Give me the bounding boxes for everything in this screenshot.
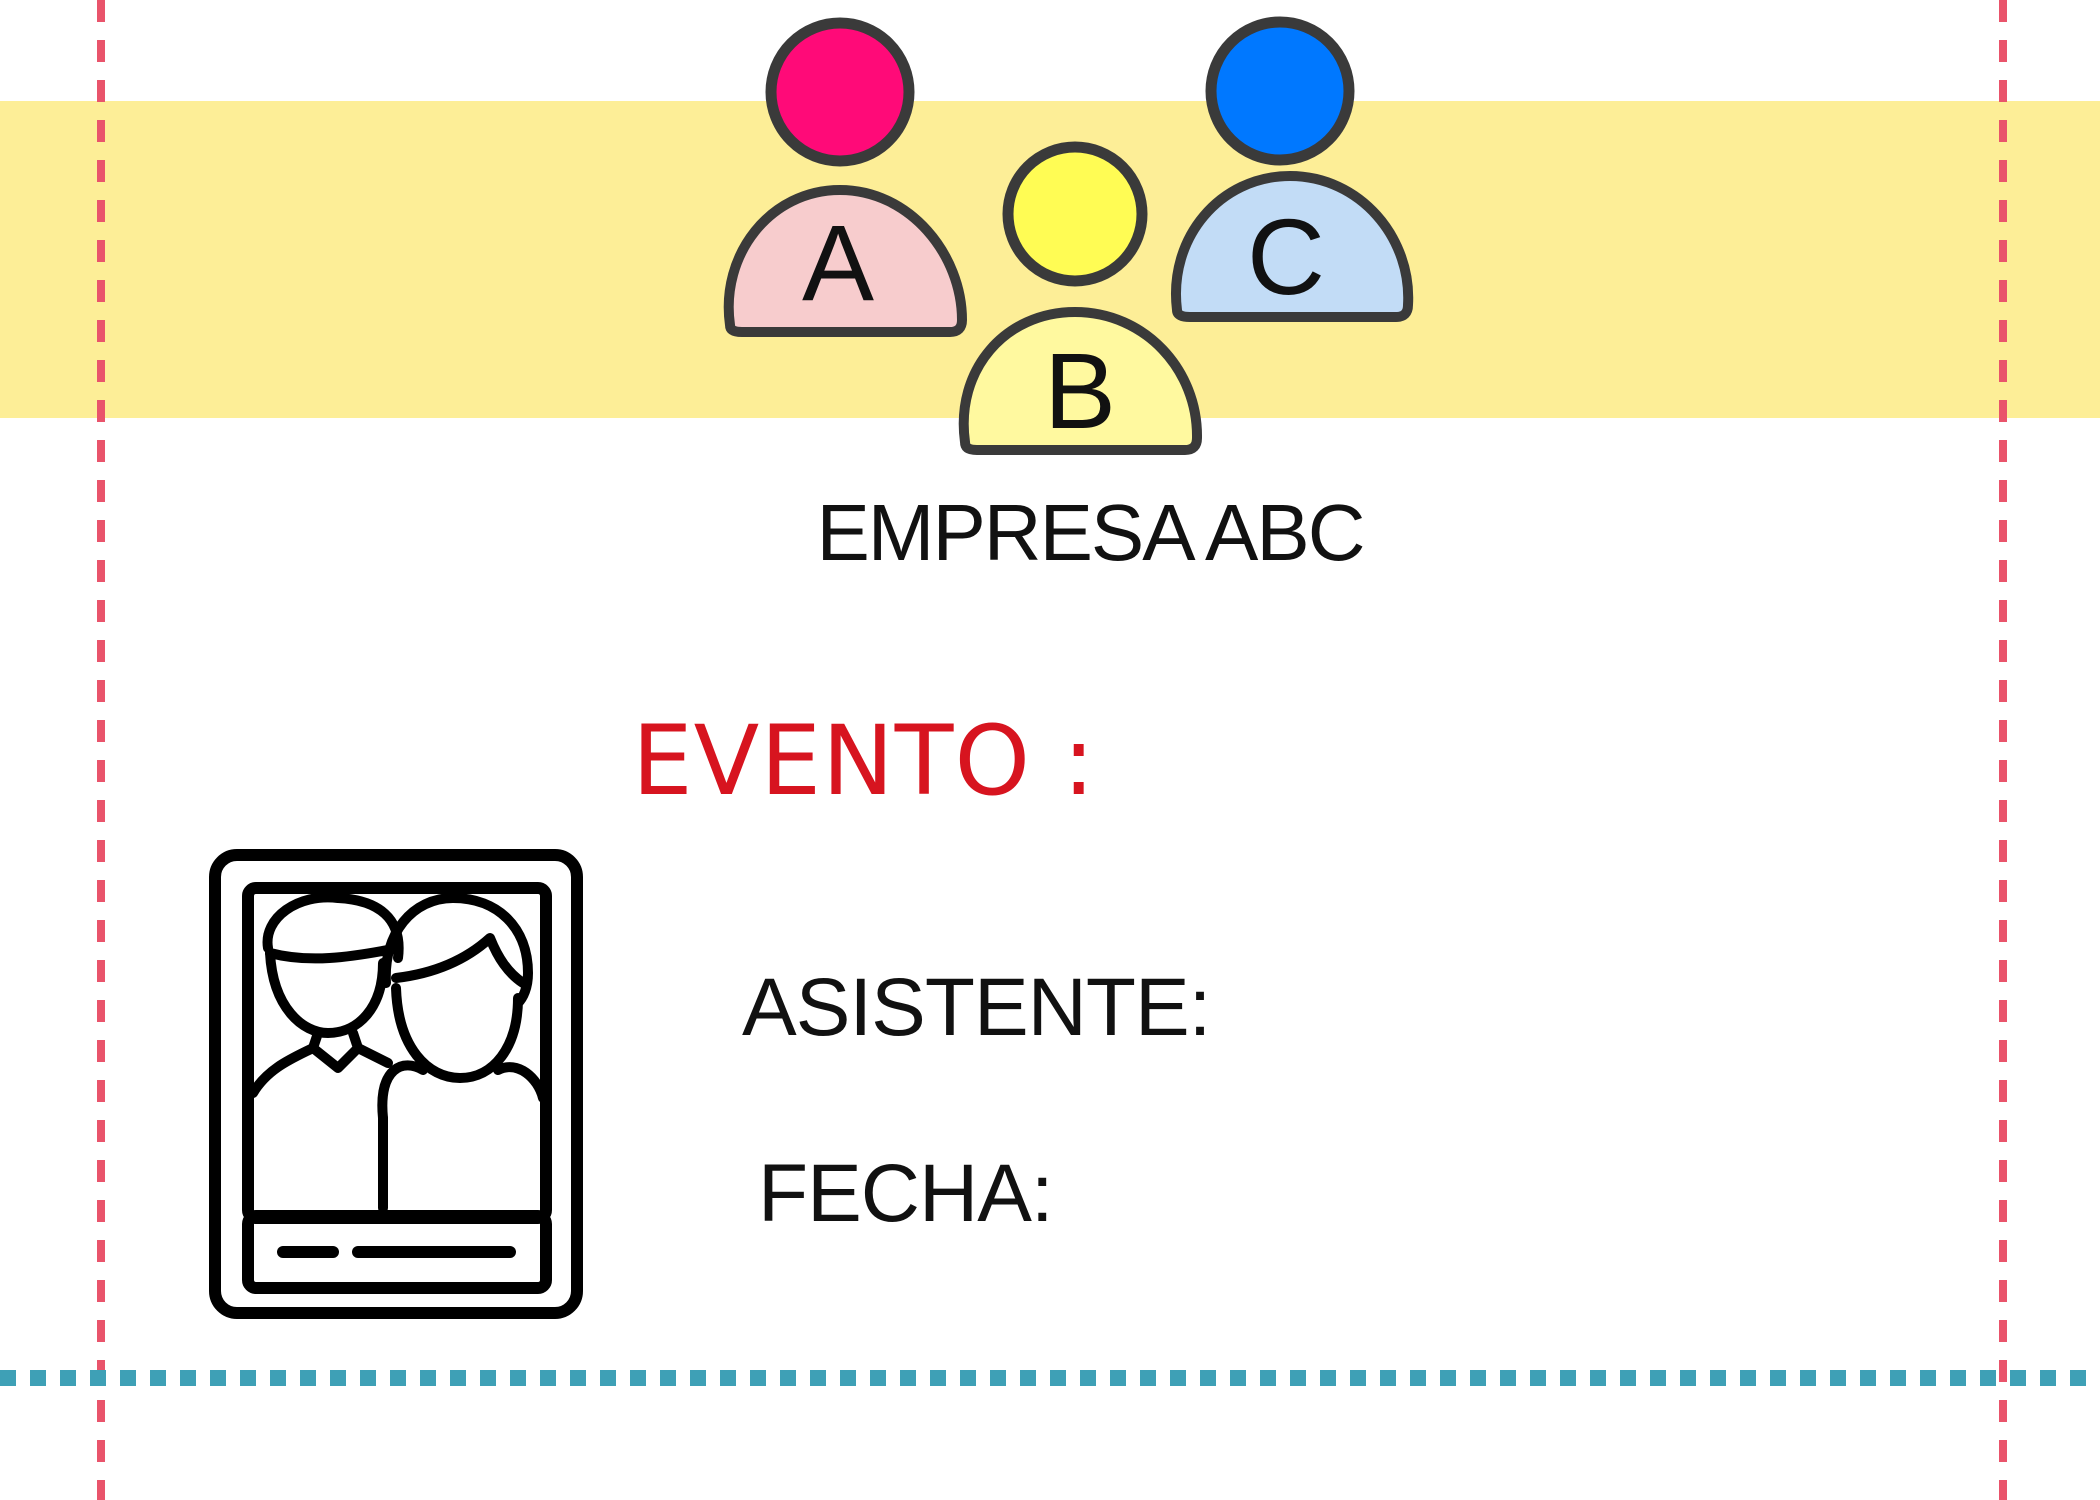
event-label: EVENTO : xyxy=(632,705,1096,817)
person-a-letter: A xyxy=(801,202,875,323)
person-c-icon xyxy=(1176,22,1408,317)
right-cut-line xyxy=(1999,0,2007,1500)
company-logo xyxy=(700,0,1440,470)
date-label: FECHA: xyxy=(758,1148,1053,1239)
person-b-icon xyxy=(964,147,1197,451)
left-cut-line xyxy=(97,0,105,1500)
person-a-icon xyxy=(729,23,962,332)
attendee-label: ASISTENTE: xyxy=(742,962,1211,1053)
bottom-cut-line xyxy=(0,1370,2100,1386)
company-name: EMPRESA ABC xyxy=(816,488,1364,577)
person-b-letter: B xyxy=(1043,330,1117,451)
person-c-letter: C xyxy=(1247,196,1325,317)
photo-id-badge-icon xyxy=(208,848,584,1320)
